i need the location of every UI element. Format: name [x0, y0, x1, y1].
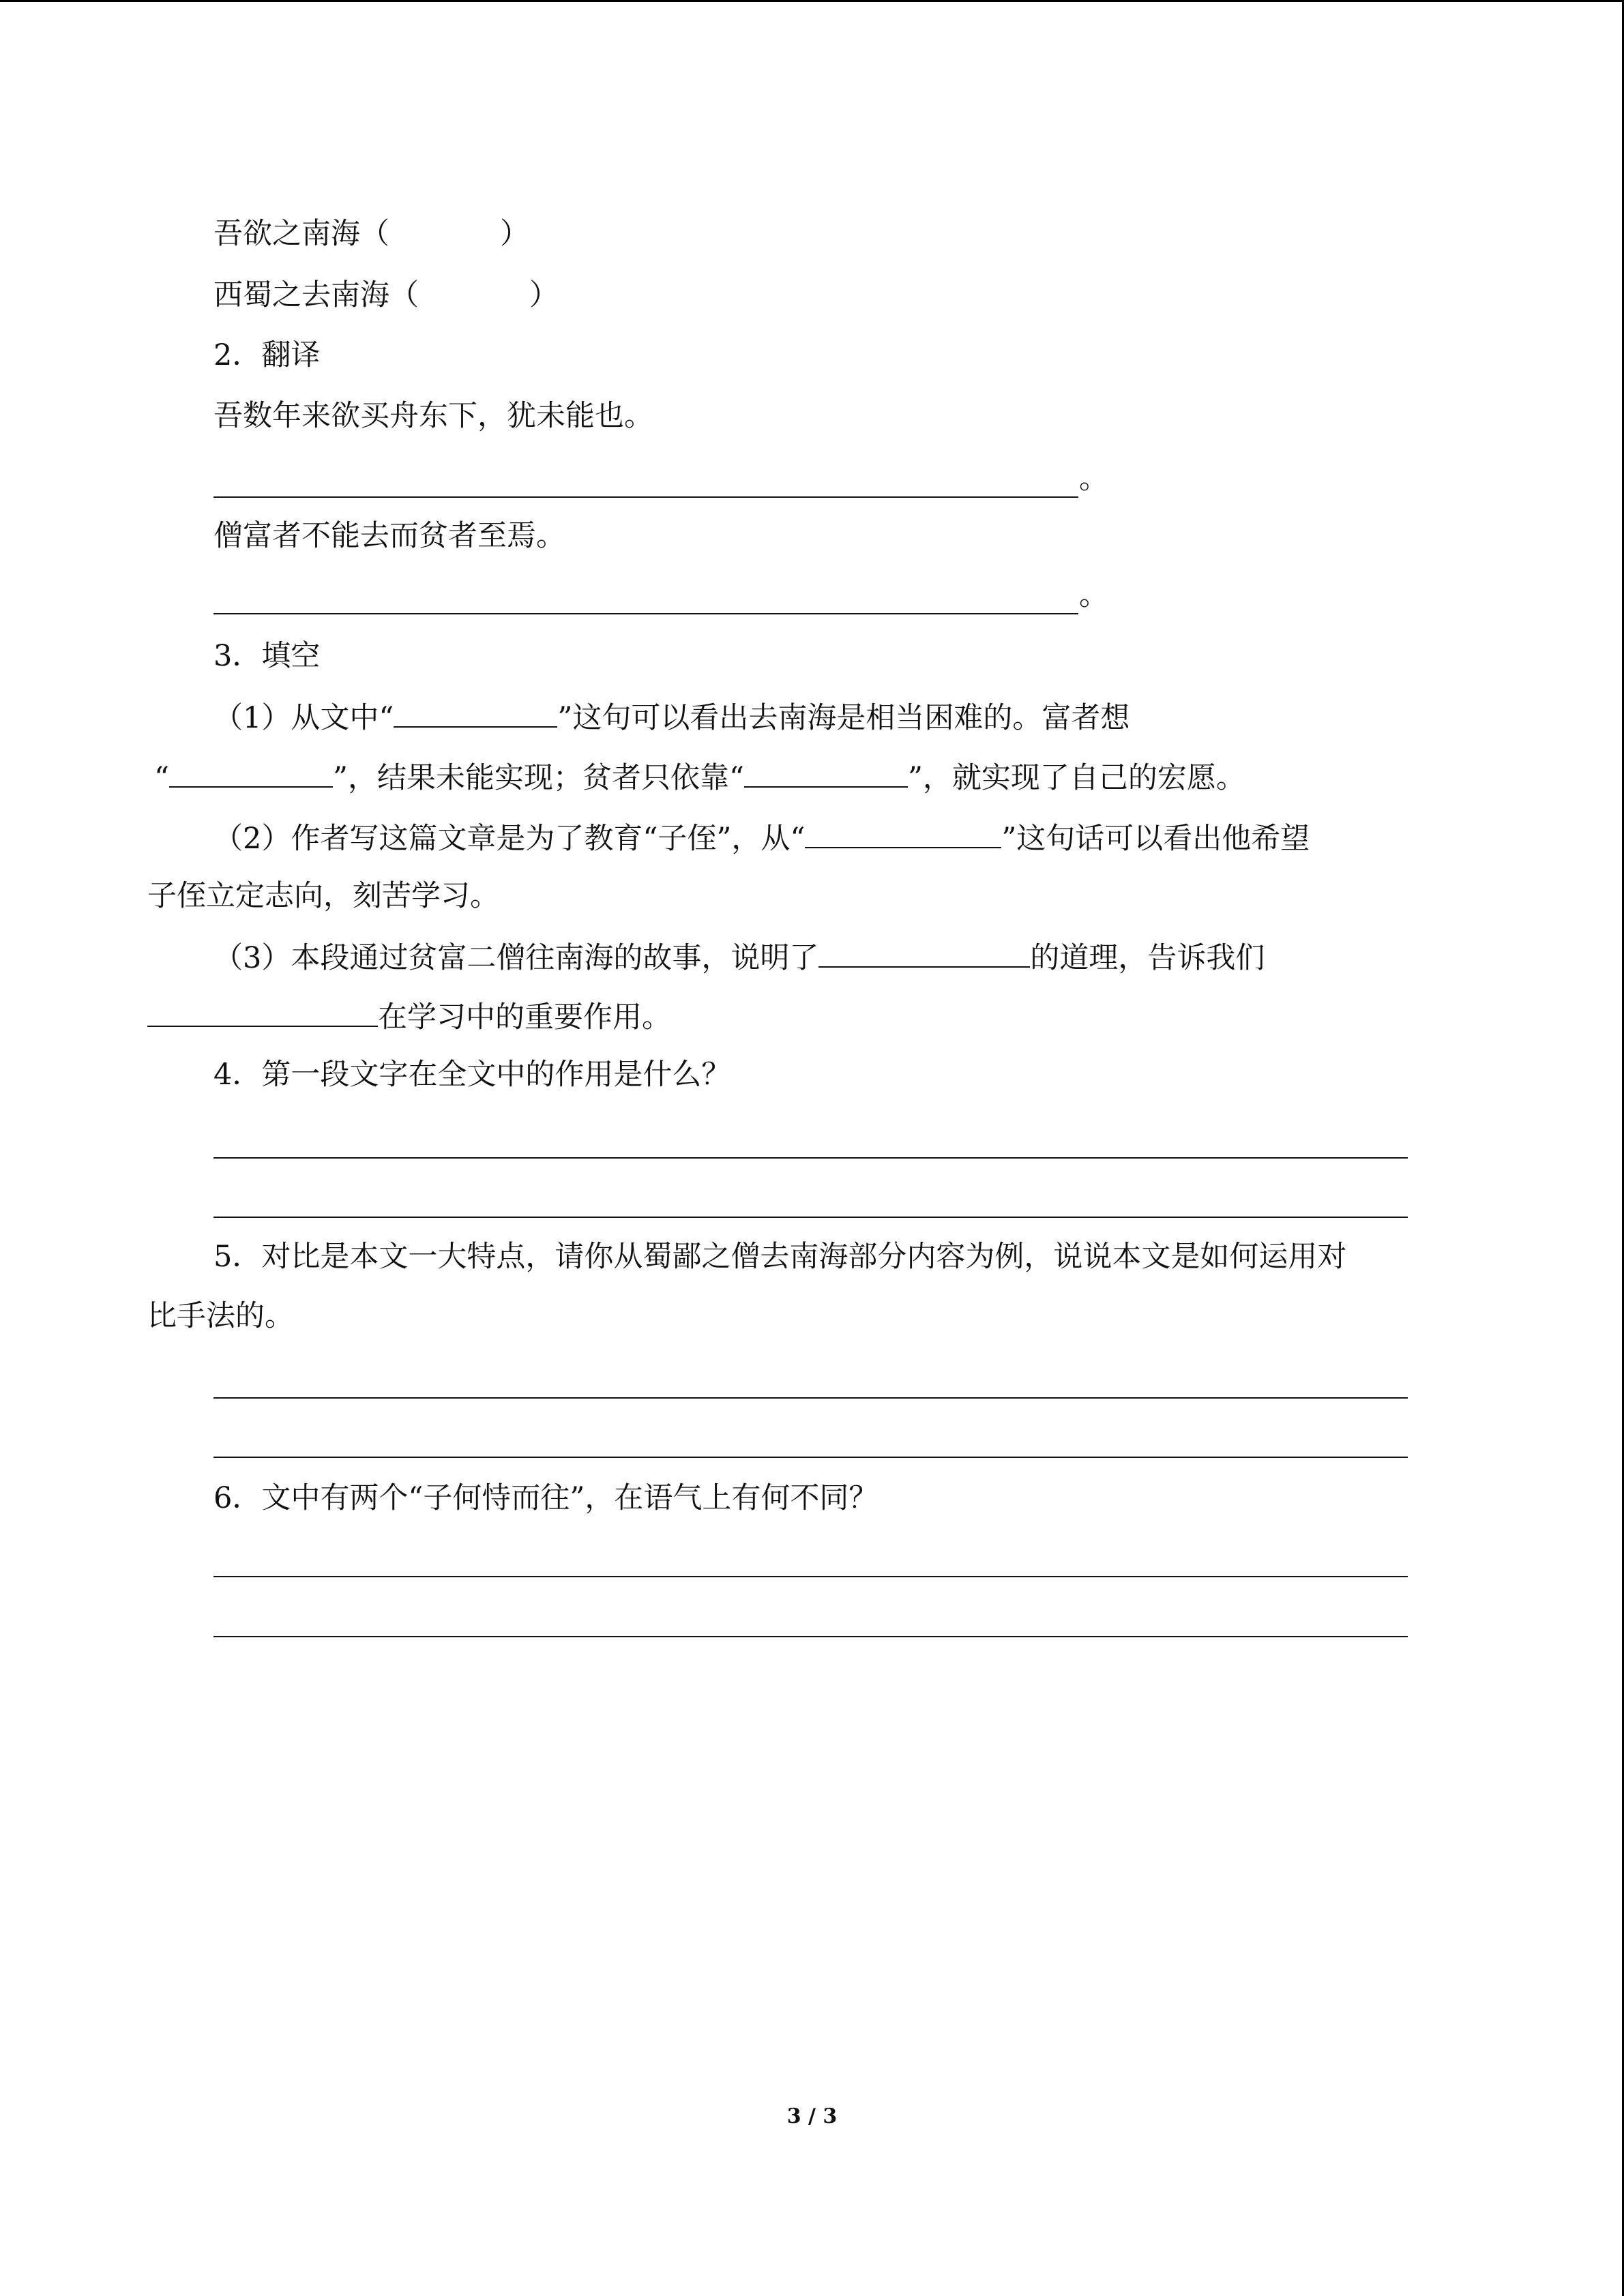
q3-blank-2[interactable]	[169, 755, 333, 788]
q3-part2-line1	[213, 816, 1310, 859]
q6-question: 6．文中有两个“子何恃而往”，在语气上有何不同？	[213, 1481, 879, 1515]
q2-sentence-2: 僧富者不能去而贫者至焉。	[213, 519, 565, 553]
q2-answer-line-1[interactable]	[213, 496, 1078, 498]
q2-heading: 2．翻译	[213, 338, 321, 372]
q3-blank-4[interactable]	[805, 816, 1001, 848]
q5-answer-line-2[interactable]	[213, 1457, 1408, 1458]
q3-part3-text-a: （3）本段通过贫富二僧往南海的故事，说明了	[213, 941, 819, 975]
q2-period-2: 。	[1079, 578, 1108, 612]
q3-part3-text-c: 在学习中的重要作用。	[378, 1000, 671, 1034]
q2-sentence-1: 吾数年来欲买舟东下，犹未能也。	[213, 399, 653, 433]
q4-answer-line-1[interactable]	[213, 1157, 1408, 1159]
q3-part2-text-a: （2）作者写这篇文章是为了教育“子侄”，从“	[213, 822, 806, 856]
q3-part1-line1	[213, 695, 1130, 739]
q1-item-1-close: ）	[500, 217, 529, 251]
q3-blank-3[interactable]	[744, 755, 908, 788]
q5-question-line1: 5．对比是本文一大特点，请你从蜀鄙之僧去南海部分内容为例，说说本文是如何运用对	[213, 1240, 1347, 1274]
q1-item-1-text: 吾欲之南海（	[213, 217, 389, 251]
q2-period-1: 。	[1079, 462, 1108, 496]
q3-part3-line2	[147, 994, 671, 1038]
q2-answer-line-2[interactable]	[213, 613, 1078, 614]
q1-item-2-close: ）	[529, 278, 559, 312]
q6-answer-line-1[interactable]	[213, 1576, 1408, 1577]
q3-part1-line2	[154, 755, 1245, 799]
q3-part3-text-b: 的道理，告诉我们	[1030, 941, 1265, 975]
q3-blank-1[interactable]	[394, 695, 557, 728]
q3-part1-text-c: “	[154, 761, 169, 795]
q1-item-2-text: 西蜀之去南海（	[213, 278, 419, 312]
q3-blank-6[interactable]	[147, 994, 378, 1027]
q3-part1-text-e: ”，就实现了自己的宏愿。	[907, 761, 1245, 795]
q3-part2-line2: 子侄立定志向，刻苦学习。	[147, 879, 499, 913]
q5-question-line2: 比手法的。	[147, 1299, 294, 1333]
q1-item-2	[213, 275, 559, 316]
q3-part2-text-b: ”这句话可以看出他希望	[1001, 822, 1310, 856]
q3-part1-text-a: （1）从文中“	[213, 701, 394, 735]
q3-blank-5[interactable]	[818, 935, 1030, 968]
q3-part3-line1	[213, 935, 1265, 979]
page-number: 3 / 3	[786, 2104, 838, 2128]
q3-part1-text-d: ”，结果未能实现；贫者只依靠“	[332, 761, 744, 795]
q6-answer-line-2[interactable]	[213, 1636, 1408, 1637]
q3-heading: 3．填空	[213, 639, 321, 673]
q4-answer-line-2[interactable]	[213, 1217, 1408, 1218]
q1-item-1	[213, 213, 529, 254]
q3-part1-text-b: ”这句可以看出去南海是相当困难的。富者想	[557, 701, 1130, 735]
q5-answer-line-1[interactable]	[213, 1397, 1408, 1399]
q4-question: 4．第一段文字在全文中的作用是什么？	[213, 1058, 731, 1092]
